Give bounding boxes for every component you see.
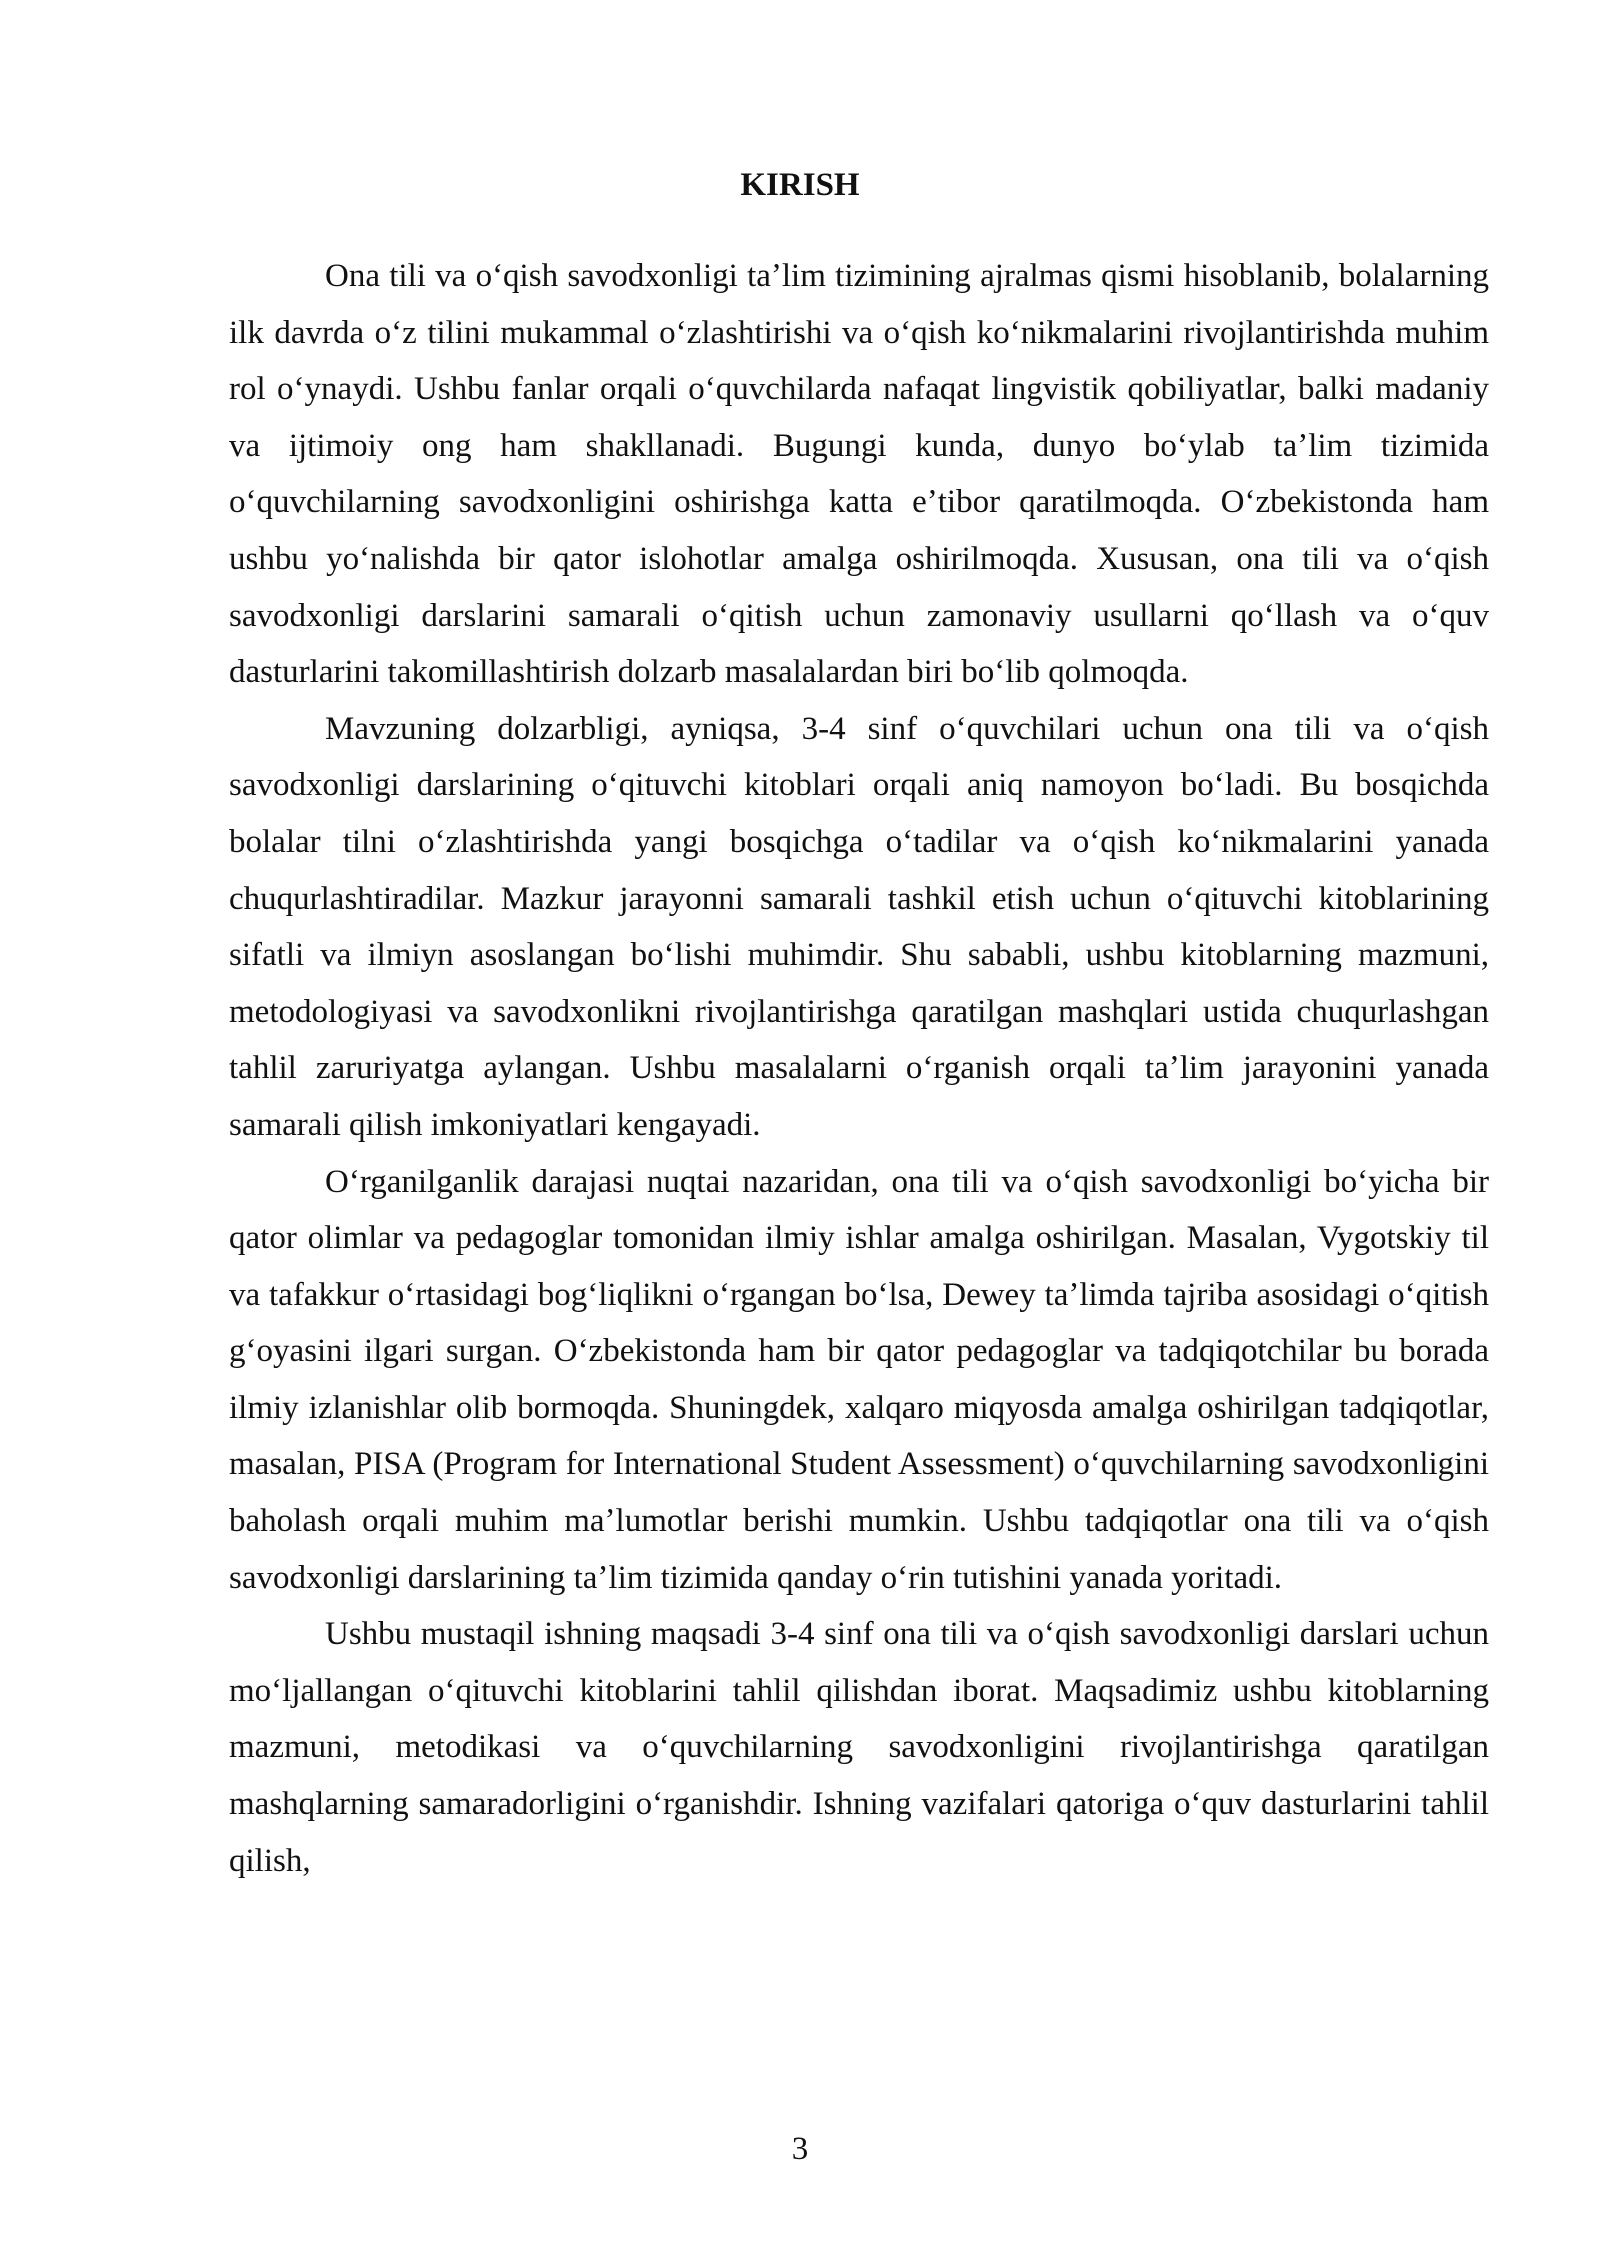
- page-number: 3: [791, 2131, 809, 2167]
- paragraph-introduction: Ona tili va oʻqish savodxonligi taʼlim tizimining ajralmas qismi hisoblanib, bolalarning ilk davrda oʻz tilini mukammal oʻzlashtirishi va oʻqish koʻnikmalarini rivojlantirishda muhim rol oʻynaydi. Ushbu fanlar orqali oʻquvchilarda nafaqat lingvistik qobiliyatlar, balki madaniy va ijtimoiy ong ham shakllanadi. Bugungi kunda, dunyo boʻylab taʼlim tizimida oʻquvchilarning savodxonligini oshirishga katta eʼtibor qaratilmoqda. Oʻzbekistonda ham ushbu yoʻnalishda bir qator islohotlar amalga oshirilmoqda. Xususan, ona tili va oʻqish savodxonligi darslarini samarali oʻqitish uchun zamonaviy usullarni qoʻllash va oʻquv dasturlarini takomillashtirish dolzarb masalalardan biri boʻlib qolmoqda.: [229, 258, 1489, 691]
- paragraph-study-level: Oʻrganilganlik darajasi nuqtai nazaridan, ona tili va oʻqish savodxonligi boʻyicha bir qator olimlar va pedagoglar tomonidan ilmiy ishlar amalga oshirilgan. Masalan, Vygotskiy til va tafakkur oʻrtasidagi bogʻliqlikni oʻrgangan boʻlsa, Dewey taʼlimda tajriba asosidagi oʻqitish gʻoyasini ilgari surgan. Oʻzbekistonda ham bir qator pedagoglar va tadqiqotchilar bu borada ilmiy izlanishlar olib bormoqda. Shuningdek, xalqaro miqyosda amalga oshirilgan tadqiqotlar, masalan, PISA (Program for International Student Assessment) oʻquvchilarning savodxonligini baholash orqali muhim maʼlumotlar berishi mumkin. Ushbu tadqiqotlar ona tili va oʻqish savodxonligi darslarining taʼlim tizimida qanday oʻrin tutishini yanada yoritadi.: [229, 1163, 1489, 1596]
- paragraph-relevance: Mavzuning dolzarbligi, ayniqsa, 3-4 sinf oʻquvchilari uchun ona tili va oʻqish savodxonligi darslarining oʻqituvchi kitoblari orqali aniq namoyon boʻladi. Bu bosqichda bolalar tilni oʻzlashtirishda yangi bosqichga oʻtadilar va oʻqish koʻnikmalarini yanada chuqurlashtiradilar. Mazkur jarayonni samarali tashkil etish uchun oʻqituvchi kitoblarining sifatli va ilmiyn asoslangan boʻlishi muhimdir. Shu sababli, ushbu kitoblarning mazmuni, metodologiyasi va savodxonlikni rivojlantirishga qaratilgan mashqlari ustida chuqurlashgan tahlil zaruriyatga aylangan. Ushbu masalalarni oʻrganish orqali taʼlim jarayonini yanada samarali qilish imkoniyatlari kengayadi.: [229, 710, 1489, 1143]
- section-heading: KIRISH: [740, 167, 860, 203]
- paragraph-goal: Ushbu mustaqil ishning maqsadi 3-4 sinf ona tili va oʻqish savodxonligi darslari uchun moʻljallangan oʻqituvchi kitoblarini tahlil qilishdan iborat. Maqsadimiz ushbu kitoblarning mazmuni, metodikasi va oʻquvchilarning savodxonligini rivojlantirishga qaratilgan mashqlarning samaradorligini oʻrganishdir. Ishning vazifalari qatoriga oʻquv dasturlarini tahlil qilish,: [229, 1616, 1489, 1879]
- body-text: [229, 248, 1489, 1889]
